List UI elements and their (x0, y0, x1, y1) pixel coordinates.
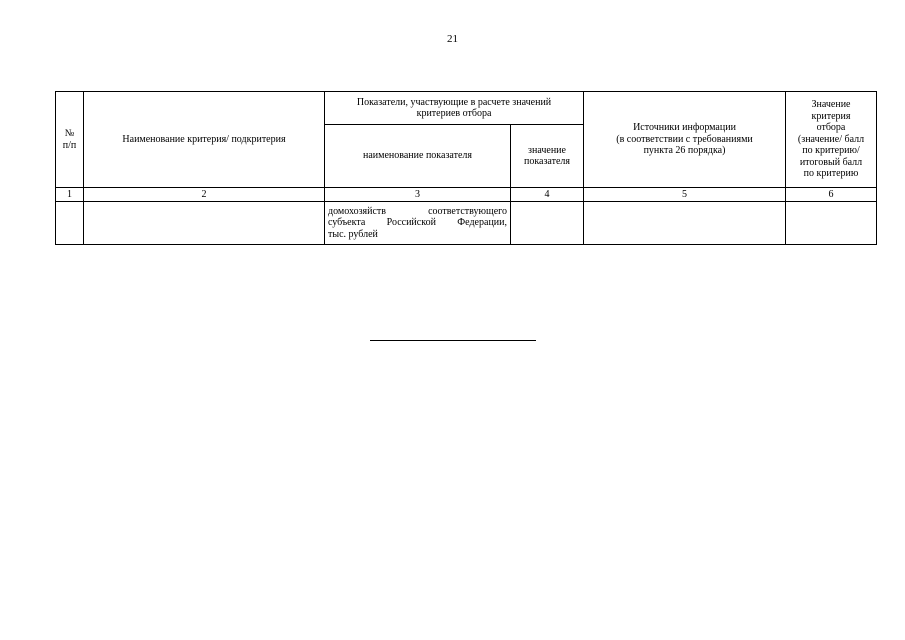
header-indicator-value (511, 125, 584, 188)
row-indicator-name-line: тыс. рублей (328, 228, 378, 240)
header-sources (584, 92, 786, 188)
row-indicator-name-line: домохозяйств соответствующего (328, 205, 507, 217)
header-row-1 (56, 92, 877, 125)
header-number (56, 92, 84, 188)
header-indicator-name: наименование показателя (325, 125, 511, 188)
row-indicator-name-line: субъекта Российской Федерации, (328, 217, 507, 229)
header-sources-line: Источники информации (633, 122, 736, 134)
row-number-cell (56, 202, 84, 245)
column-number: 2 (84, 188, 325, 202)
header-criterion-value-line: по критерию (803, 168, 859, 180)
header-criterion-value-line: отбора (816, 122, 846, 134)
header-indicators-group (325, 92, 584, 125)
header-indicators-line: критериев отбора (416, 108, 492, 119)
header-criterion-value-line: критерия (811, 110, 851, 122)
header-indicators-line: Показатели, участвующие в расчете значений (356, 96, 552, 108)
row-indicator-value-cell (511, 202, 584, 245)
column-number: 4 (511, 188, 584, 202)
header-criterion-value-line: (значение/ балл (797, 133, 865, 145)
separator-line (370, 340, 536, 341)
header-number-line: п/п (62, 139, 77, 151)
column-number: 1 (56, 188, 84, 202)
header-criterion-value-line: по критерию/ (802, 145, 860, 157)
row-criterion-value-cell (786, 202, 877, 245)
header-sources-line: пункта 26 порядка) (643, 145, 726, 157)
column-number: 6 (786, 188, 877, 202)
header-criterion-value-line: Значение (811, 99, 851, 111)
row-sources-cell (584, 202, 786, 245)
header-indicator-value-line: показателя (523, 156, 571, 167)
column-number: 5 (584, 188, 786, 202)
header-number-line: № (64, 128, 75, 139)
header-criterion-name: Наименование критерия/ подкритерия (84, 92, 325, 188)
page-number: 21 (447, 33, 458, 45)
header-criterion-value-line: итоговый балл (799, 156, 863, 168)
column-number: 3 (325, 188, 511, 202)
table-row (56, 202, 877, 245)
column-numbers-row (56, 188, 877, 202)
header-indicator-value-line: значение (528, 144, 566, 156)
criteria-table (55, 91, 877, 245)
row-criterion-name-cell (84, 202, 325, 245)
row-indicator-name-cell (325, 202, 511, 245)
header-sources-line: (в соответствии с требованиями (616, 133, 753, 145)
header-criterion-value (786, 92, 877, 188)
